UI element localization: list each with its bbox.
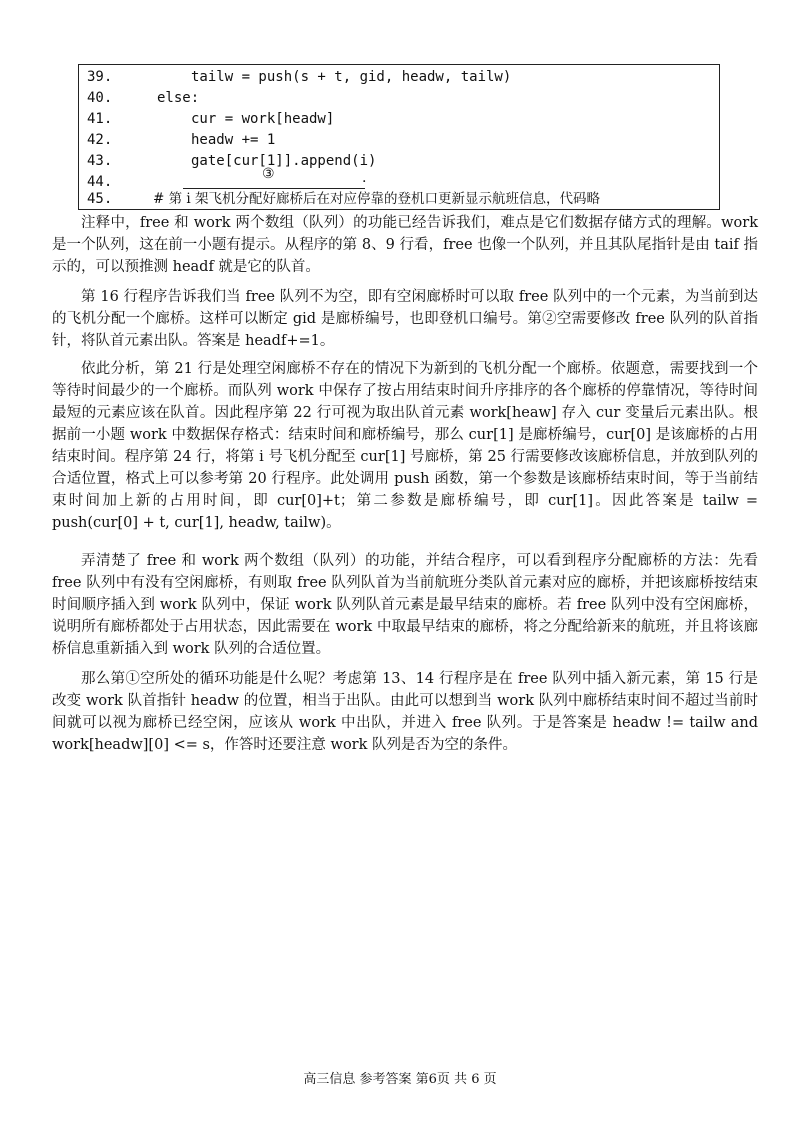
paragraph: 依此分析，第 21 行是处理空闲廊桥不存在的情况下为新到的飞机分配一个廊桥。依题意，需要找到一个等待时间最少的一个廊桥。而队列 work 中保存了按占用结束时间升序排序的各个廊桥的停靠情况，等待时间最短的元素应该在队首。因此程序第 22 行可视为取出队首元素 work[heaw] 存入 cur 变量后元素出队。根据前一小题 work 中数据保存格式：结束时间和廊桥编号，那么 cur[1] 是廊桥编号，cur[0] 是该廊桥的占用结束时间。程序第 24 行，将第 i 号飞机分配至 cur[1] 号廊桥，第 25 行需要修改该廊桥信息，并放到队列的合适位置，格式上可以参考第 20 行程序。此处调用 push 函数，第一个参数是该廊桥结束时间，等于当前结束时间加上新的占用时间，即 cur[0]+t；第二参数是廊桥编号，即 cur[1]。因此答案是 tailw = push(cur[0] + t, cur[1], headw, tailw)。 [52,361,758,531]
blank-period: . [362,170,367,186]
blank-number-marker: ③ [262,166,275,182]
code-listing [78,64,720,210]
paragraph: 注释中，free 和 work 两个数组（队列）的功能已经告诉我们，难点是它们数据存储方式的理解。work 是一个队列，这在前一小题有提示。从程序的第 8、9 行看，free 也像一个队列，并且其队尾指针是由 taif 指示的，可以预推测 headf 就是它的队首。 [52,215,758,275]
code-line: 40. else: [87,90,200,106]
code-line-comment: 45. # 第 i 架飞机分配好廊桥后在对应停靠的登机口更新显示航班信息，代码略 [87,191,601,207]
code-line: 41. cur = work[headw] [87,111,335,127]
paragraph: 第 16 行程序告诉我们当 free 队列不为空，即有空闲廊桥时可以取 free 队列中的一个元素，为当前到达的飞机分配一个廊桥。这样可以断定 gid 是廊桥编号，也即登机口编号。第②空需要修改 free 队列的队首指针，将队首元素出队。答案是 headf+=1。 [52,289,758,349]
code-line: 39. tailw = push(s + t, gid, headw, tailw) [87,69,512,85]
page-footer: 高三信息 参考答案 第6页 共 6 页 [303,1072,497,1087]
code-line: 44. [87,174,113,190]
code-line: 42. headw += 1 [87,132,276,148]
paragraph: 弄清楚了 free 和 work 两个数组（队列）的功能，并结合程序，可以看到程序分配廊桥的方法：先看 free 队列中有没有空闲廊桥，有则取 free 队列队首为当前航班分类队首元素对应的廊桥，并把该廊桥按结束时间顺序插入到 work 队列中，保证 work 队列队首元素是最早结束的廊桥。若 free 队列中没有空闲廊桥，说明所有廊桥都处于占用状态，因此需要在 work 中取最早结束的廊桥，将之分配给新来的航班，并且将该廊桥信息重新插入到 work 队列的合适位置。 [52,553,758,657]
paragraph: 那么第①空所处的循环功能是什么呢？考虑第 13、14 行程序是在 free 队列中插入新元素，第 15 行是改变 work 队首指针 headw 的位置，相当于出队。由此可以想到当 work 队列中廊桥结束时间不超过当前时间就可以视为廊桥已经空闲，应该从 work 中出队，并进入 free 队列。于是答案是 headw != tailw and work[headw][0] <= s，作答时还要注意 work 队列是否为空的条件。 [52,671,758,753]
code-line: 43. gate[cur[1]].append(i) [87,153,377,169]
